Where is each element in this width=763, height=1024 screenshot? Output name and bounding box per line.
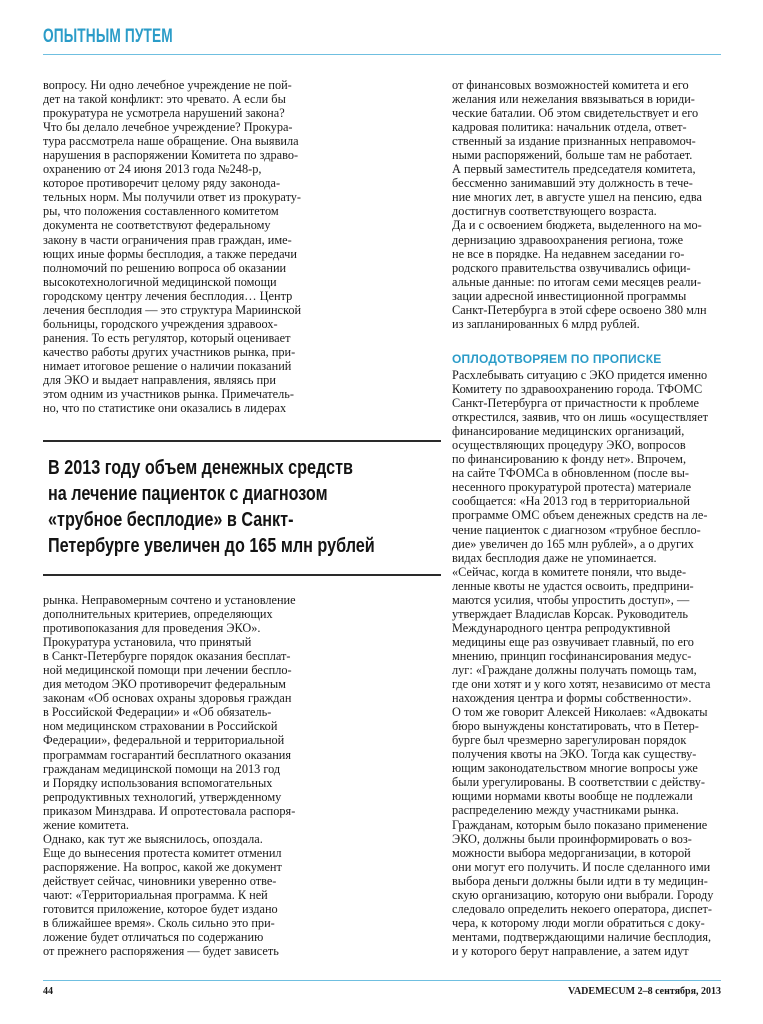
article-column-left-top: вопросу. Ни одно лечебное учреждение не пой- дет на такой конфликт: это чревато. А если бы прокуратура не усмотрела нарушений закона? Что бы делало лечебное учреждение? Прокура- тура рассмотрела наше обращение. Она выявила нарушения в распоряжении Комитета по здраво- охранению от 24 июня 2013 года №248-р, которое противоречит целому ряду законода- тельных норм. Мы получили ответ из прокурату- ры, что положения составленного комитетом документа не соответствуют федеральному закону в части ограничения прав граждан, име- ющих иные формы бесплодия, а также передачи полномочий по решению вопроса об оказании высокотехнологичной медицинской помощи городскому центру лечения бесплодия… Центр лечения бесплодия — это структура Мариинской больницы, городского учреждения здравоох- ранения. То есть регулятор, который оценивает качество работы других участников рынка, при- нимает итоговое решение о наличии показаний для ЭКО и выдает направления, являясь при этом одним из участников рынка. Примечатель- но, что по статистике они оказались в лидерах [43, 78, 302, 416]
pullquote-bottom-divider [43, 574, 441, 576]
section-header: ОПЫТНЫМ ПУТЕМ [43, 26, 173, 47]
issue-label: VADEMECUM 2–8 сентября, 2013 [568, 986, 721, 997]
article-column-right-top: от финансовых возможностей комитета и его желания или нежелания ввязываться в юриди- ческие баталии. Об этом свидетельствует и его кадровая политика: начальник отдела, ответ- ственный за издание признанных неправомоч- ными распоряжений, больше там не работает. А первый заместитель председателя комитета, бессменно занимавший эту должность в тече- ние многих лет, в августе ушел на пенсию, едва достигнув соответствующего возраста. Да и с освоением бюджета, выделенного на мо- дернизацию здравоохранения региона, тоже не все в порядке. На недавнем заседании го- родского правительства озвучивались офици- альные данные: по итогам семи месяцев реали- зации адресной инвестиционной программы Санкт-Петербурга в этой сфере освоено 380 млн из запланированных 6 млрд рублей. [452, 78, 707, 331]
pullquote-top-divider [43, 440, 441, 442]
bottom-divider [43, 980, 721, 981]
top-divider [43, 54, 721, 55]
article-column-right-bottom: Расхлебывать ситуацию с ЭКО придется именно Комитету по здравоохранению города. ТФОМС Санкт-Петербурга от причастности к проблеме открестился, заявив, что он лишь «осуществляет финансирование медицинских организаций, осуществляющих процедуру ЭКО, вопросов по финансированию к фонду нет». Впрочем, на сайте ТФОМСа в обновленном (после вы- несенного прокуратурой протеста) материале сообщается: «На 2013 год в территориальной программе ОМС объем денежных средств на ле- чение пациенток с диагнозом «трубное беспло- дие» увеличен до 165 млн рублей», а о других видах бесплодия даже не упоминается. «Сейчас, когда в комитете поняли, что выде- ленные квоты не удастся освоить, предприни- маются усилия, чтобы упростить доступ», — утверждает Владислав Корсак. Руководитель Международного центра репродуктивной медицины еще раз озвучивает главный, по его мнению, принцип госфинансирования медус- луг: «Граждане должны получать помощь там, где они хотят и у кого хотят, независимо от места нахождения центра и формы собственности». О том же говорит Алексей Николаев: «Адвокаты бюро вынуждены констатировать, что в Петер- бурге был чрезмерно зарегулирован порядок получения квоты на ЭКО. Тогда как существу- ющим законодательством многие вопросы уже были урегулированы. В соответствии с действу- ющими нормами квоты вообще не подлежали распределению между участниками рынка. Гражданам, которым было показано применение ЭКО, должны были проинформировать о воз- можности выбора медорганизации, в которой они могут его получить. И после сделанного ими выбора деньги должны были идти в ту медицин- скую организацию, которую они выбрали. Городу следовало определить некоего оператора, диспет- чера, к которому люди могли обратиться с доку- ментами, подтверждающими наличие бесплодия, и у которого берут направление, а затем идут [452, 368, 714, 958]
pullquote: В 2013 году объем денежных средств на лечение пациенток с диагнозом «трубное бесплодие» в Санкт- Петербурге увеличен до 165 млн рублей [48, 456, 375, 557]
subheading: ОПЛОДОТВОРЯЕМ ПО ПРОПИСКЕ [452, 352, 662, 366]
article-column-left-bottom: рынка. Неправомерным сочтено и установление дополнительных критериев, определяющих противопоказания для проведения ЭКО». Прокуратура установила, что принятый в Санкт-Петербурге порядок оказания бесплат- ной медицинской помощи при лечении беспло- дия методом ЭКО противоречит федеральным законам «Об основах охраны здоровья граждан в Российской Федерации» и «Об обязатель- ном медицинском страховании в Российской Федерации», федеральной и территориальной программам госгарантий бесплатного оказания гражданам медицинской помощи на 2013 год и Порядку использования вспомогательных репродуктивных технологий, утвержденному приказом Минздрава. И опротестовала распоря- жение комитета. Однако, как тут же выяснилось, опоздала. Еще до вынесения протеста комитет отменил распоряжение. На вопрос, какой же документ действует сейчас, чиновники уверенно отве- чают: «Территориальная программа. К ней готовится приложение, которое будет издано в ближайшее время». Сколь сильно это при- ложение будет отличаться по содержанию от прежнего распоряжения — будет зависеть [43, 593, 296, 959]
page-number: 44 [43, 986, 53, 997]
